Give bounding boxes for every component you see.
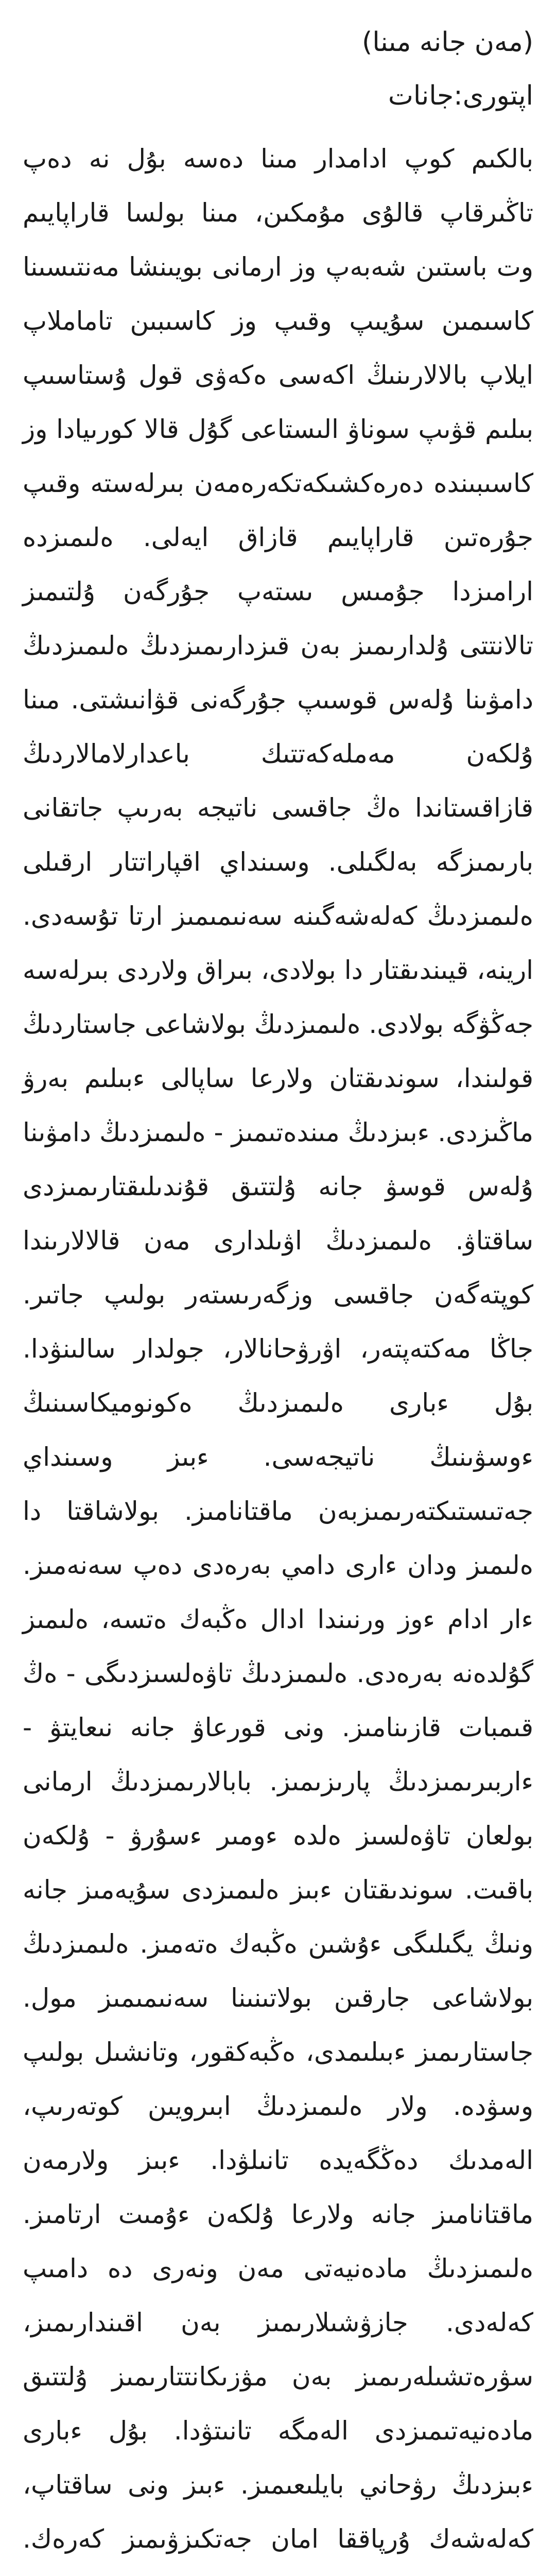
- article-title: (مەن جانە مىنا): [362, 27, 533, 58]
- article-body: بالكىم كوپ ادامدار مىنا دەسە بۇل نە دەپ تاڭىرقاپ قالۇى مۇمكىن، مىنا بولسا قاراپايىم وت باستىن شەبەپ وز ارمانى بويىنشا مەنتىسىنا كاسىمىن سۇيىپ وقىپ وز كاسىبىن تاماملاپ ايلاپ بالالارىنىڭ اكەسى ەكەۋى قول ۇستاسىپ بىلىم قۋىپ سوناۋ الىستاعى گۇل قالا كورىيادا وز كاسىبىندە دەرەكشىكەتكەرەمەن بىرلەستە وقىپ جۇرەتىن قاراپايىم قازاق ايەلى. ەلىمىزدە ارامىزدا جۇمىس ىستەپ جۇرگەن ۇلتىمىز تالانتتى ۇلدارىمىز بەن قىزدارىمىزدىڭ ەلىمىزدىڭ دامۋىنا ۇلەس قوسىپ جۇرگەنى قۋانىشتى. مىنا ۇلكەن مەملەكەتتىك باعدارلامالاردىڭ قازاقستاندا ەڭ جاقسى ناتيجە بەرىپ جاتقانى بارىمىزگە بەلگىلى. وسىنداي اقپاراتتار ارقىلى ەلىمىزدىڭ كەلەشەگىنە سەنىمىمىز ارتا تۇسەدى. ارينە، قيىندىقتار دا بولادى، بىراق ولاردى بىرلەسە جەڭۋگە بولادى. ەلىمىزدىڭ بولاشاعى جاستاردىڭ قولىندا، سوندىقتان ولارعا ساپالى ءبىلىم بەرۋ ماڭىزدى. ءبىزدىڭ مىندەتىمىز - ەلىمىزدىڭ دامۋىنا ۇلەس قوسۋ جانە ۇلتتىق قۇندىلىقتارىمىزدى ساقتاۋ. ەلىمىزدىڭ اۋىلدارى مەن قالالارىندا كوپتەگەن جاقسى وزگەرىستەر بولىپ جاتىر. جاڭا مەكتەپتەر، اۋرۋحانالار، جولدار سالىنۋدا. بۇل ءبارى ەلىمىزدىڭ ەكونوميكاسىنىڭ ءوسۋىنىڭ ناتيجەسى. ءبىز وسىنداي جەتىستىكتەرىمىزبەن ماقتانامىز. بولاشاقتا دا ەلىمىز ودان ءارى دامي بەرەدى دەپ سەنەمىز. ءار ادام ءوز ورنىندا ادال ەڭبەك ەتسە، ەلىمىز گۇلدەنە بەرەدى. ەلىمىزدىڭ تاۋەلسىزدىگى - ەڭ قىمبات قازىنامىز. ونى قورعاۋ جانە نىعايتۋ - ءاربىرىمىزدىڭ پارىزىمىز. بابالارىمىزدىڭ ارمانى بولعان تاۋەلسىز ەلدە ءومىر ءسۇرۋ - ۇلكەن باقىت. سوندىقتان ءبىز ەلىمىزدى سۇيەمىز جانە ونىڭ يگىلىگى ءۇشىن ەڭبەك ەتەمىز. ەلىمىزدىڭ بولاشاعى جارقىن بولاتىنىنا سەنىمىمىز مول. جاستارىمىز ءبىلىمدى، ەڭبەكقور، وتانشىل بولىپ وسۋدە. ولار ەلىمىزدىڭ ابىرويىن كوتەرىپ، الەمدىك دەڭگەيدە تانىلۋدا. ءبىز ولارمەن ماقتانامىز جانە ولارعا ۇلكەن ءۇمىت ارتامىز. ەلىمىزدىڭ مادەنيەتى مەن ونەرى دە دامىپ كەلەدى. جازۋشىلارىمىز بەن اقىندارىمىز، سۋرەتشىلەرىمىز بەن مۋزىكانتتارىمىز ۇلتتىق مادەنيەتىمىزدى الەمگە تانىتۋدا. بۇل ءبارى ءبىزدىڭ رۋحاني بايلىعىمىز. ءبىز ونى ساقتاپ، كەلەشەك ۇرپاققا امان جەتكىزۋىمىز كەرەك.: [23, 144, 533, 2554]
- article-author: اپتورى:جانات: [388, 80, 533, 111]
